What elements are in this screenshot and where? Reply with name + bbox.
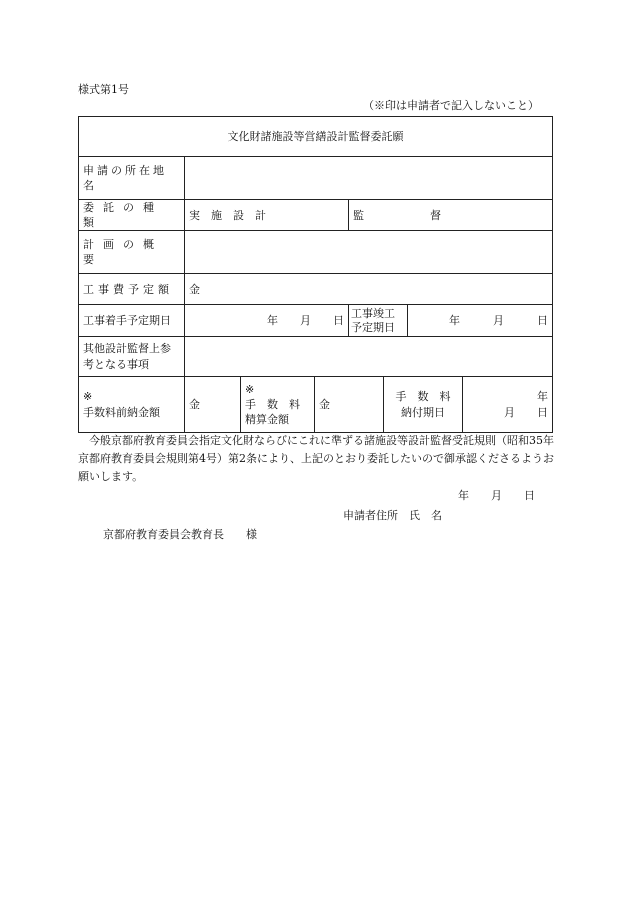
settle-label-line1: 手 数 料 <box>245 398 300 411</box>
settle-mark: ※ <box>245 383 255 396</box>
settle-field[interactable]: 金 <box>315 377 384 433</box>
cost-label: 工事費予定額 <box>79 274 185 305</box>
payment-label-line1: 手 数 料 <box>395 389 451 403</box>
start-date-label: 工事着手予定期日 <box>79 305 185 337</box>
fee-mark: ※ <box>83 389 93 403</box>
addressee-line: 京都府教育委員会教育長 様 <box>103 528 257 541</box>
fee-label <box>79 377 185 433</box>
other-field[interactable] <box>185 337 553 377</box>
completion-date-label: 工事竣工予定期日 <box>349 305 408 337</box>
payment-date-field[interactable] <box>463 377 553 433</box>
outline-label: 計画の概要 <box>79 231 185 274</box>
request-body-text: 今般京都府教育委員会指定文化財ならびにこれに準ずる諸施設等設計監督受託規則（昭和35年京都府教育委員会規則第4号）第2条により、上記のとおり委託したいので御承認くださるようお願いします。 <box>78 434 554 483</box>
form-number: 様式第1号 <box>78 83 129 96</box>
cost-field[interactable]: 金 <box>185 274 553 305</box>
payment-label <box>384 377 463 433</box>
payment-label-line2: 納付期日 <box>401 405 445 419</box>
payment-date-year: 年 <box>537 389 548 403</box>
fee-field[interactable]: 金 <box>185 377 241 433</box>
applicant-line: 申請者住所 氏 名 <box>343 509 442 522</box>
other-label: 其他設計監督上参考となる事項 <box>79 337 185 377</box>
type-design-option[interactable]: 実 施 設 計 <box>185 200 349 231</box>
type-label: 委託の種類 <box>79 200 185 231</box>
type-supervision-option[interactable]: 監 督 <box>349 200 553 231</box>
outline-field[interactable] <box>185 231 553 274</box>
settle-label <box>241 377 315 433</box>
application-form-table <box>78 116 553 433</box>
completion-date-field[interactable]: 年 月 日 <box>408 305 553 337</box>
instruction-note: （※印は申請者で記入しないこと） <box>363 99 539 112</box>
form-title: 文化財諸施設等営繕設計監督委託願 <box>79 117 553 157</box>
location-label: 申請の所在地名 <box>79 157 185 200</box>
settle-label-line2: 精算金額 <box>245 413 289 426</box>
application-date: 年 月 日 <box>458 489 535 502</box>
location-field[interactable] <box>185 157 553 200</box>
start-date-field[interactable]: 年 月 日 <box>185 305 349 337</box>
payment-date-month-day: 月 日 <box>504 405 548 419</box>
fee-label-text: 手数料前納金額 <box>83 405 160 419</box>
